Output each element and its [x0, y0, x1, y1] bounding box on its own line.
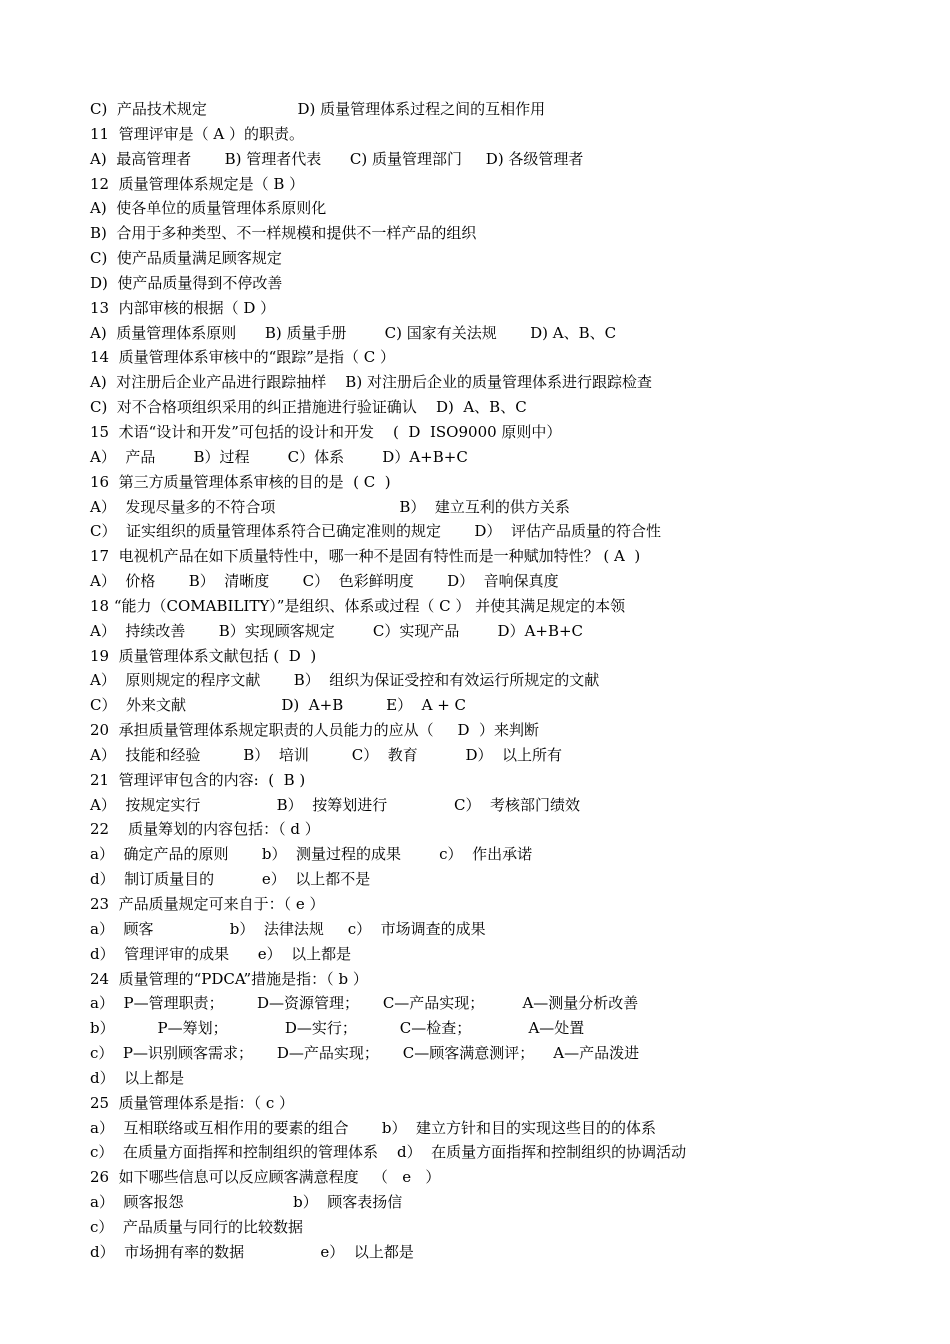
text-line: B) 合用于多种类型、不一样规模和提供不一样产品的组织	[90, 224, 477, 243]
text-line: c） 在质量方面指挥和控制组织的管理体系 d） 在质量方面指挥和控制组织的协调活动	[90, 1143, 687, 1162]
text-line: 18 “能力（COMABILITY）”是组织、体系或过程（ C ） 并使其满足规定的本领	[90, 596, 626, 615]
text-line: 23 产品质量规定可来自于：（ e ）	[90, 895, 325, 913]
text-line: A） 技能和经验 B） 培训 C） 教育 D） 以上所有	[90, 745, 563, 764]
text-line: a） 顾客 b） 法律法规 c） 市场调查的成果	[90, 919, 486, 938]
text-line: 11 管理评审是（ A ）的职责。	[90, 124, 304, 143]
text-line: A） 持续改善 B）实现顾客规定 C）实现产品 D）A+B+C	[90, 621, 584, 640]
text-line: A) 对注册后企业产品进行跟踪抽样 B) 对注册后企业的质量管理体系进行跟踪检查	[90, 373, 652, 392]
text-line: a） 确定产品的原则 b） 测量过程的成果 c） 作出承诺	[90, 845, 533, 864]
text-line: A） 按规定实行 B） 按筹划进行 C） 考核部门绩效	[90, 795, 580, 814]
text-line: C) 使产品质量满足顾客规定	[90, 249, 282, 268]
text-line: 17 电视机产品在如下质量特性中，哪一种不是固有特性而是一种赋加特性？ ( A )	[90, 547, 641, 566]
text-line: a） 互相联络或互相作用的要素的组合 b） 建立方针和目的实现这些目的的体系	[90, 1118, 656, 1137]
text-line: b） P—筹划； D—实行； C—检查； A—处置	[90, 1019, 585, 1038]
text-line: D) 使产品质量得到不停改善	[90, 273, 283, 292]
text-line: 15 术语“设计和开发”可包括的设计和开发 ( D ISO9000 原则中）	[90, 422, 562, 441]
text-line: C) 对不合格项组织采用的纠正措施进行验证确认 D) A、B、C	[90, 398, 527, 417]
text-line: A) 使各单位的质量管理体系原则化	[90, 199, 327, 218]
document-page	[90, 97, 910, 1265]
text-line: 13 内部审核的根据（ D ）	[90, 298, 276, 317]
text-line: 21 管理评审包含的内容: ( B )	[90, 770, 306, 789]
text-line: A） 产品 B）过程 C）体系 D）A+B+C	[90, 447, 468, 466]
text-line: A) 最高管理者 B) 管理者代表 C) 质量管理部门 D) 各级管理者	[90, 149, 584, 168]
text-line: A) 质量管理体系原则 B) 质量手册 C) 国家有关法规 D) A、B、C	[90, 323, 617, 342]
text-line: 25 质量管理体系是指：（ c ）	[90, 1093, 295, 1112]
text-line: 19 质量管理体系文献包括 ( D )	[90, 646, 317, 665]
text-line: A） 原则规定的程序文献 B） 组织为保证受控和有效运行所规定的文献	[90, 671, 600, 690]
text-line: d） 市场拥有率的数据 e） 以上都是	[90, 1242, 414, 1261]
text-line: 24 质量管理的“PDCA”措施是指：（ b ）	[90, 969, 368, 988]
text-line: a） 顾客报怨 b） 顾客表扬信	[90, 1193, 403, 1212]
text-line: 20 承担质量管理体系规定职责的人员能力的应从（ D ）来判断	[90, 721, 540, 740]
text-line: 22 质量筹划的内容包括：（ d ）	[90, 820, 320, 839]
text-line: d） 管理评审的成果 e） 以上都是	[90, 944, 352, 963]
text-line: A） 价格 B） 清晰度 C） 色彩鲜明度 D） 音响保真度	[90, 572, 559, 591]
text-line: 26 如下哪些信息可以反应顾客满意程度 （ e ）	[90, 1168, 441, 1187]
text-line: a） P—管理职责； D—资源管理； C—产品实现； A—测量分析改善	[90, 994, 639, 1013]
text-line: A） 发现尽量多的不符合项 B） 建立互利的供方关系	[90, 497, 570, 516]
text-line: C） 证实组织的质量管理体系符合已确定准则的规定 D） 评估产品质量的符合性	[90, 522, 661, 541]
text-line: C) 产品技术规定 D) 质量管理体系过程之间的互相作用	[90, 100, 546, 118]
text-line: d） 以上都是	[90, 1068, 185, 1087]
text-line: 16 第三方质量管理体系审核的目的是 ( C )	[90, 472, 391, 491]
text-line: 12 质量管理体系规定是（ B ）	[90, 174, 305, 193]
text-line: c） 产品质量与同行的比较数据	[90, 1217, 303, 1236]
text-line: c） P—识别顾客需求； D—产品实现； C—顾客满意测评； A—产品泼进	[90, 1044, 640, 1063]
text-line: C） 外来文献 D) A+B E） A + C	[90, 696, 467, 715]
text-line: d） 制订质量目的 e） 以上都不是	[90, 870, 371, 889]
text-line: 14 质量管理体系审核中的“跟踪”是指（ C ）	[90, 348, 395, 367]
